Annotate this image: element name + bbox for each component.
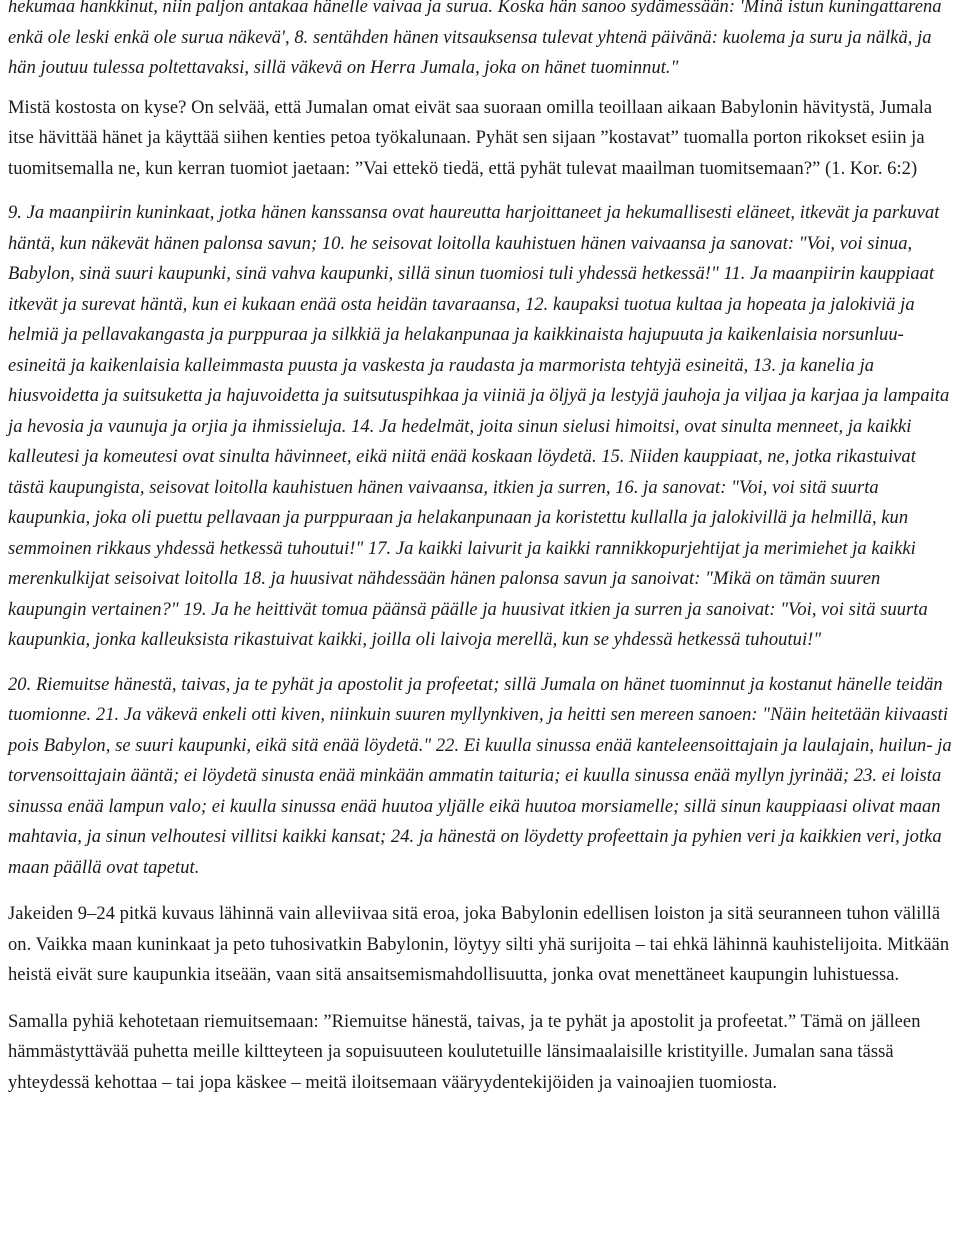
paragraph-gap [8, 84, 952, 93]
scripture-paragraph-3: 20. Riemuitse hänestä, taivas, ja te pyhät ja apostolit ja profeetat; sillä Jumala on hänet tuominnut ja kostanut hänelle teidän tuomionne. 21. Ja väkevä enkeli otti kiven, niinkuin suuren myllynkiven, ja heitti sen mereen sanoen: "Näin heitetään kiivaasti pois Babylon, se suuri kaupunki, eikä sitä enää löydetä." 22. Ei kuulla sinussa enää kanteleensoittajain ja laulajain, huilun- ja torvensoittajain ääntä; ei löydetä sinusta enää minkään ammatin taituria; ei kuulla sinussa enää myllyn jyrinää; 23. ei loista sinussa enää lampun valo; ei kuulla sinussa enää huutoa yljälle eikä huutoa morsiamelle; sillä sinun kauppiaasi olivat maan mahtavia, ja sinun velhoutesi villitsi kaikki kansat; 24. ja hänestä on löydetty profeettain ja pyhien veri ja kaikkien veri, jotka maan päällä ovat tapetut. [8, 674, 952, 878]
scripture-paragraph-1: hekumaa hankkinut, niin paljon antakaa hänelle vaivaa ja surua. Koska hän sanoo sydämessään: 'Minä istun kuningattarena enkä ole leski enkä ole surua näkevä', 8. sentähden hänen vitsauksensa tulevat yhtenä päivänä: kuolema ja suru ja nälkä, ja hän joutuu tulessa poltettavaksi, sillä väkevä on Herra Jumala, joka on hänet tuominnut." [8, 0, 942, 78]
paragraph-gap [8, 184, 952, 198]
commentary-paragraph-3: Samalla pyhiä kehotetaan riemuitsemaan: ”Riemuitse hänestä, taivas, ja te pyhät ja apostolit ja profeetat.” Tämä on jälleen hämmästyttävää puhetta meille kiltteyteen ja sopuisuuteen koulutetuille länsimaalaisille kristityille. Jumalan sana tässä yhteydessä kehottaa – tai jopa käskee – meitä iloitsemaan vääryydentekijöiden ja vainoajien tuomiosta. [8, 1011, 921, 1093]
commentary-paragraph-1: Mistä kostosta on kyse? On selvää, että Jumalan omat eivät saa suoraan omilla teoillaan aikaan Babylonin hävitystä, Jumala itse hävittää hänet ja käyttää siihen kenties petoa työkalunaan. Pyhät sen sijaan ”kostavat” tuomalla porton rikokset esiin ja tuomitsemalla ne, kun kerran tuomiot jaetaan: ”Vai ettekö tiedä, että pyhät tulevat maailman tuomitsemaan?” (1. Kor. 6:2) [8, 97, 933, 179]
commentary-paragraph-2: Jakeiden 9–24 pitkä kuvaus lähinnä vain alleviivaa sitä eroa, joka Babylonin edellisen loiston ja sitä seuranneen tuhon välillä on. Vaikka maan kuninkaat ja peto tuhosivatkin Babylonin, löytyy silti yhä surijoita – tai ehkä lähinnä kauhistelijoita. Mitkään heistä eivät sure kaupunkia itseään, vaan sitä ansaitsemismahdollisuutta, jonka ovat menettäneet kaupungin luhistuessa. [8, 904, 950, 985]
paragraph-gap [8, 656, 952, 670]
scripture-paragraph-2: 9. Ja maanpiirin kuninkaat, jotka hänen kanssansa ovat haureutta harjoittaneet ja hekumallisesti eläneet, itkevät ja parkuvat häntä, kun näkevät hänen palonsa savun; 10. he seisovat loitolla kauhistuen hänen vaivaansa ja sanovat: "Voi, voi sinua, Babylon, sinä suuri kaupunki, sinä vahva kaupunki, sillä sinun tuomiosi tuli yhdessä hetkessä!" 11. Ja maanpiirin kauppiaat itkevät ja surevat häntä, kun ei kukaan enää osta heidän tavaraansa, 12. kaupaksi tuotua kultaa ja hopeata ja jalokiviä ja helmiä ja pellavakangasta ja purppuraa ja silkkiä ja helakanpunaa ja kaikkinaista hajupuuta ja kaikenlaisia norsunluu-esineitä ja kaikenlaisia kalleimmasta puusta ja vaskesta ja raudasta ja marmorista tehtyjä esineitä, 13. ja kanelia ja hiusvoidetta ja suitsuketta ja hajuvoidetta ja suitsutuspihkaa ja viiniä ja öljyä ja lestyjä jauhoja ja viljaa ja karjaa ja lampaita ja hevosia ja vaunuja ja orjia ja ihmissieluja. 14. Ja hedelmät, joita sinun sielusi himoitsi, ovat sinulta menneet, ja kaikki kalleutesi ja komeutesi ovat sinulta hävinneet, eikä niitä enää koskaan löydetä. 15. Niiden kauppiaat, ne, jotka rikastuivat tästä kaupungista, seisovat loitolla kauhistuen hänen vaivaansa, itkien ja surren, 16. ja sanovat: "Voi, voi sitä suurta kaupunkia, joka oli puettu pellavaan ja purppuraan ja helakanpunaan ja koristettu kullalla ja jalokivillä ja helmillä, kun semmoinen rikkaus yhdessä hetkessä tuhoutui!" 17. Ja kaikki laivurit ja kaikki rannikkopurjehtijat ja merimiehet ja kaikki merenkulkijat seisoivat loitolla 18. ja huusivat nähdessään hänen palonsa savun ja sanoivat: "Mikä on tämän suuren kaupungin vertainen?" 19. Ja he heittivät tomua päänsä päälle ja huusivat itkien ja surren ja sanoivat: "Voi, voi sitä suurta kaupunkia, jonka kalleuksista rikastuivat kaikki, joilla oli laivoja merellä, kun se yhdessä hetkessä tuhoutui!" [8, 203, 950, 650]
paragraph-gap [8, 883, 952, 899]
paragraph-gap [8, 991, 952, 1007]
